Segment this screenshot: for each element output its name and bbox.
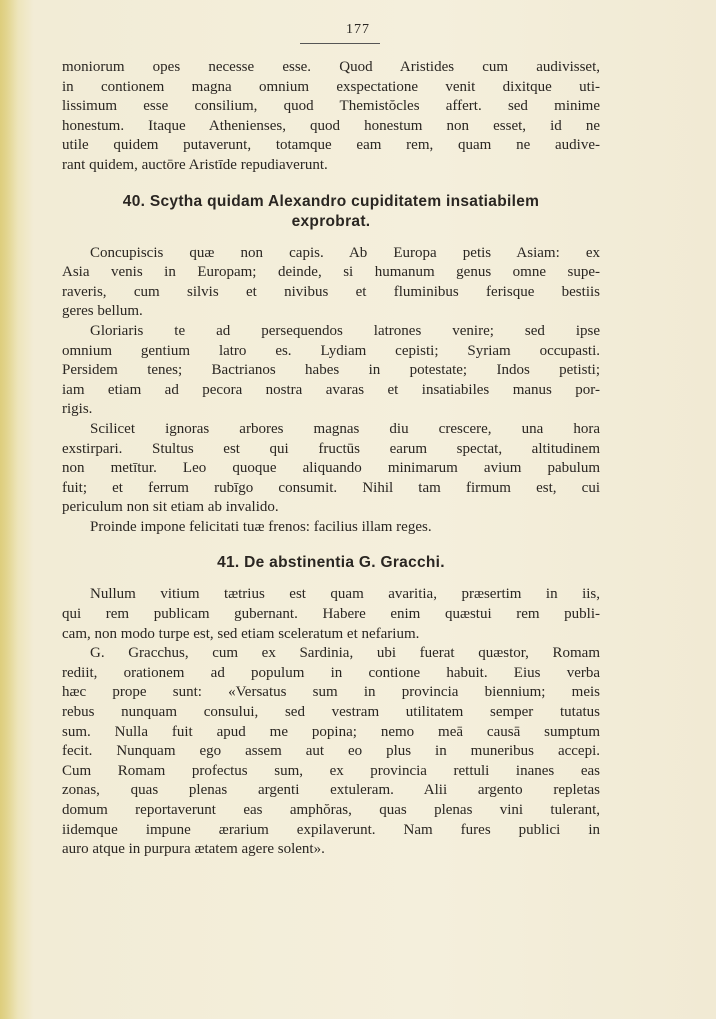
section-41-paragraph bbox=[62, 585, 600, 644]
text-line: hæc prope sunt: «Versatus sum in provincia biennium; meis bbox=[62, 684, 600, 701]
text-line: iidemque impune ærarium expilaverunt. Nam fures publici in bbox=[62, 821, 600, 838]
text-line: geres bellum. bbox=[62, 303, 143, 320]
section-40-paragraph bbox=[62, 420, 600, 518]
page-content bbox=[62, 58, 600, 860]
text-line: Concupiscis quæ non capis. Ab Europa petis Asiam: ex bbox=[90, 244, 600, 261]
page-number-rule bbox=[300, 43, 380, 44]
text-line: auro atque in purpura ætatem agere solent». bbox=[62, 841, 325, 858]
text-line: Cum Romam profectus sum, ex provincia rettuli inanes eas bbox=[62, 762, 600, 779]
section-41-paragraph bbox=[62, 644, 600, 860]
text-line: rant quidem, auctōre Aristīde repudiaverunt. bbox=[62, 156, 328, 173]
text-line: in contionem magna omnium exspectatione venit dixitque uti- bbox=[62, 78, 600, 95]
binding-shadow bbox=[0, 0, 18, 1019]
text-line: fuit; et ferrum rubīgo consumit. Nihil tam firmum est, cui bbox=[62, 479, 600, 496]
text-line: Scilicet ignoras arbores magnas diu crescere, una hora bbox=[90, 420, 600, 437]
heading-line: exprobrat. bbox=[291, 212, 371, 230]
text-line: Persidem tenes; Bactrianos habes in potestate; Indos petisti; bbox=[62, 362, 600, 379]
text-line: rebus nunquam consului, sed vestram utilitatem semper tutatus bbox=[62, 704, 600, 721]
text-line: Asia venis in Europam; deinde, si humanum genus omne supe- bbox=[62, 264, 600, 281]
section-40-paragraph bbox=[62, 518, 600, 538]
section-40-paragraph bbox=[62, 322, 600, 420]
text-line: iam etiam ad pecora nostra avaras et insatiabiles manus por- bbox=[62, 381, 600, 398]
text-line: Gloriaris te ad persequendos latrones venire; sed ipse bbox=[90, 322, 600, 339]
section-40-heading bbox=[62, 192, 600, 232]
intro-paragraph bbox=[62, 58, 600, 176]
text-line: honestum. Itaque Athenienses, quod honestum non esset, id ne bbox=[62, 117, 600, 134]
heading-line: 41. De abstinentia G. Gracchi. bbox=[217, 554, 445, 572]
page-number: 177 bbox=[346, 22, 370, 37]
text-line: omnium gentium latro es. Lydiam cepisti; Syriam occupasti. bbox=[62, 342, 600, 359]
section-40-paragraph bbox=[62, 244, 600, 322]
text-line: moniorum opes necesse esse. Quod Aristides cum audivisset, bbox=[62, 59, 600, 75]
section-41-heading bbox=[62, 553, 600, 573]
text-line: domum reportaverunt eas amphŏras, quas plenas vini tulerant, bbox=[62, 802, 600, 818]
heading-line: 40. Scytha quidam Alexandro cupiditatem insatiabilem bbox=[122, 192, 540, 210]
text-line: rediit, orationem ad populum in contione habuit. Eius verba bbox=[62, 664, 600, 681]
text-line: exstirpari. Stultus est qui fructūs earum spectat, altitudinem bbox=[62, 440, 600, 457]
text-line: Proinde impone felicitati tuæ frenos: facilius illam reges. bbox=[90, 518, 432, 535]
text-line: zonas, quas plenas argenti extuleram. Alii argento repletas bbox=[62, 782, 600, 799]
text-line: utile quidem putaverunt, totamque eam rem, quam ne audive- bbox=[62, 137, 600, 154]
text-line: cam, non modo turpe est, sed etiam sceleratum et nefarium. bbox=[62, 625, 420, 642]
text-line: lissimum esse consilium, quod Themistŏcles affert. sed minime bbox=[62, 98, 600, 115]
text-line: Nullum vitium tætrius est quam avaritia, præsertim in iis, bbox=[90, 586, 600, 603]
text-line: fecit. Nunquam ego assem aut eo plus in muneribus accepi. bbox=[62, 743, 600, 760]
text-line: periculum non sit etiam ab invalido. bbox=[62, 499, 279, 516]
text-line: sum. Nulla fuit apud me popina; nemo meā causā sumptum bbox=[62, 723, 600, 740]
text-line: rigis. bbox=[62, 401, 93, 418]
text-line: qui rem publicam gubernant. Habere enim quæstui rem publi- bbox=[62, 606, 600, 623]
text-line: G. Gracchus, cum ex Sardinia, ubi fuerat quæstor, Romam bbox=[90, 645, 600, 662]
text-line: raveris, cum silvis et nivibus et fluminibus ferisque bestiis bbox=[62, 283, 600, 300]
text-line: non metītur. Leo quoque aliquando minimarum avium pabulum bbox=[62, 460, 600, 477]
